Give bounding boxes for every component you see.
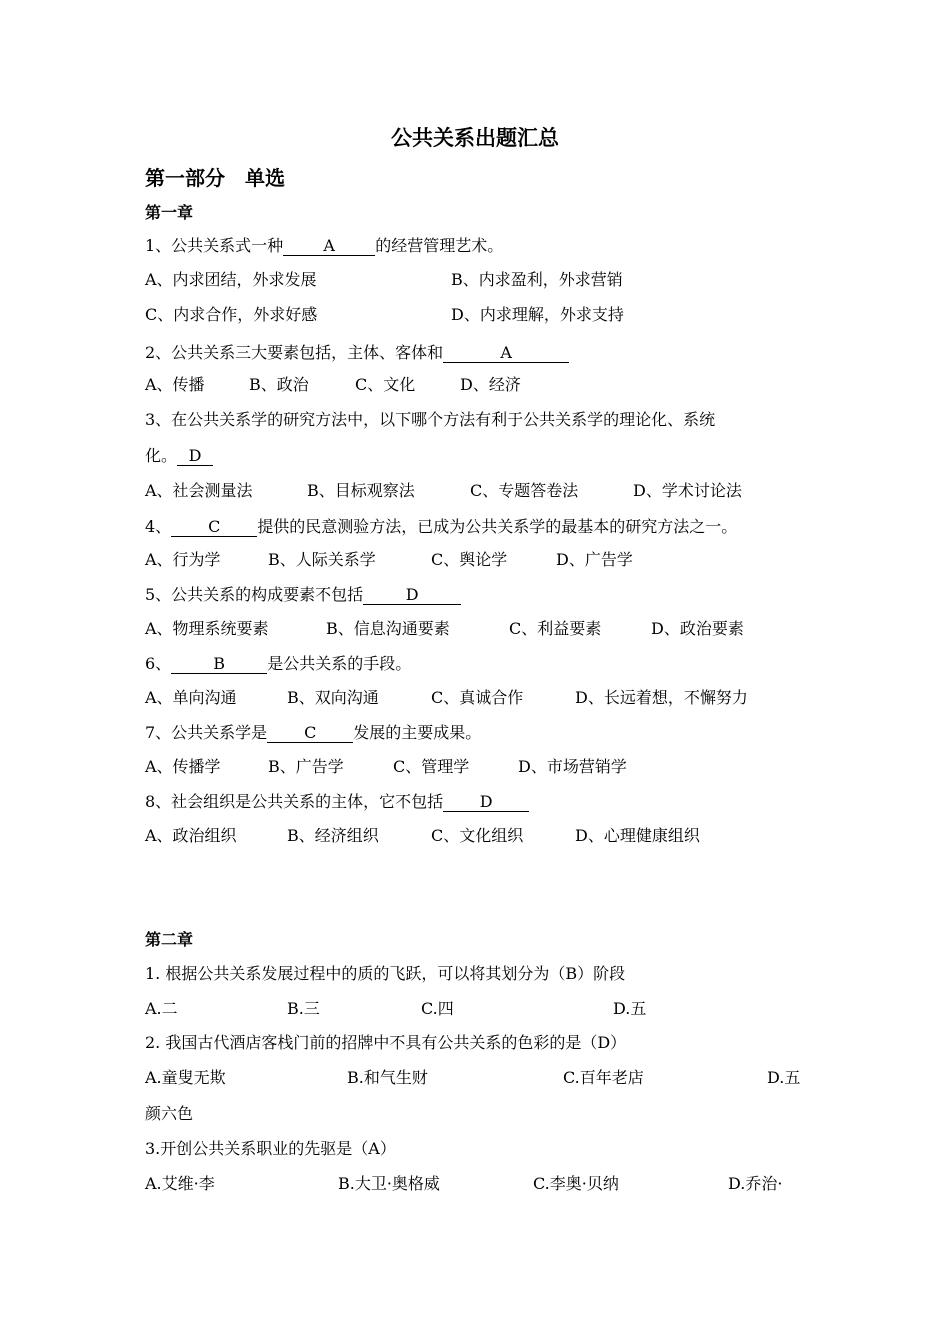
option-d: D、市场营销学 bbox=[518, 757, 627, 776]
question-2-3: 3.开创公共关系职业的先驱是（A） bbox=[145, 1139, 396, 1158]
option-b: B、广告学 bbox=[268, 757, 344, 776]
document-title: 公共关系出题汇总 bbox=[391, 126, 559, 150]
option-a: A.二 bbox=[145, 999, 178, 1018]
option-a: A、单向沟通 bbox=[145, 688, 237, 707]
question-2: 2、公共关系三大要素包括，主体、客体和 A bbox=[145, 340, 569, 363]
option-b: B、人际关系学 bbox=[268, 550, 376, 569]
option-a: A、社会测量法 bbox=[145, 481, 253, 500]
answer-blank: B bbox=[171, 655, 267, 674]
question-1: 1、公共关系式一种 A 的经营管理艺术。 bbox=[145, 236, 504, 255]
option-d: D、经济 bbox=[460, 375, 521, 394]
question-3: 3、在公共关系学的研究方法中，以下哪个方法有利于公共关系学的理论化、系统 bbox=[145, 410, 716, 429]
answer-blank: A bbox=[443, 344, 569, 363]
option-b: B、双向沟通 bbox=[287, 688, 379, 707]
option-a: A.艾维·李 bbox=[145, 1174, 215, 1193]
option-d: D、长远着想，不懈努力 bbox=[575, 688, 748, 707]
option-b: B.和气生财 bbox=[347, 1068, 428, 1087]
question-7: 7、公共关系学是 C 发展的主要成果。 bbox=[145, 723, 482, 742]
chapter-2-heading: 第二章 bbox=[145, 930, 194, 949]
question-6: 6、 B 是公共关系的手段。 bbox=[145, 654, 412, 673]
option-c: C、内求合作，外求好感 bbox=[145, 305, 318, 324]
option-c: C、文化组织 bbox=[431, 826, 524, 845]
option-a: A、物理系统要素 bbox=[145, 619, 269, 638]
option-c: C.四 bbox=[421, 999, 454, 1018]
option-b: B、经济组织 bbox=[287, 826, 379, 845]
option-c: C、真诚合作 bbox=[431, 688, 524, 707]
option-d: D.五 bbox=[767, 1068, 801, 1087]
option-c: C、利益要素 bbox=[509, 619, 602, 638]
part-heading: 第一部分 单选 bbox=[145, 166, 285, 190]
option-d: D、政治要素 bbox=[651, 619, 744, 638]
option-a: A、内求团结，外求发展 bbox=[145, 270, 317, 289]
option-d: D、内求理解，外求支持 bbox=[451, 305, 624, 324]
option-d-cont: 颜六色 bbox=[145, 1104, 194, 1123]
option-c: C.百年老店 bbox=[563, 1068, 644, 1087]
answer-blank: D bbox=[443, 793, 529, 812]
option-b: B、信息沟通要素 bbox=[326, 619, 450, 638]
option-c: C、管理学 bbox=[393, 757, 470, 776]
option-d: D、学术讨论法 bbox=[633, 481, 742, 500]
option-a: A.童叟无欺 bbox=[145, 1068, 226, 1087]
option-a: A、传播 bbox=[145, 375, 205, 394]
question-2-1: 1. 根据公共关系发展过程中的质的飞跃，可以将其划分为（B）阶段 bbox=[145, 964, 626, 983]
answer-blank: C bbox=[267, 724, 353, 743]
option-d: D.乔治· bbox=[728, 1174, 783, 1193]
question-3-cont: 化。 D bbox=[145, 443, 213, 466]
option-a: A、传播学 bbox=[145, 757, 221, 776]
option-c: C、舆论学 bbox=[431, 550, 508, 569]
answer-blank: A bbox=[283, 237, 375, 256]
option-d: D、心理健康组织 bbox=[575, 826, 700, 845]
chapter-1-heading: 第一章 bbox=[145, 203, 194, 222]
option-b: B.大卫·奥格威 bbox=[338, 1174, 440, 1193]
question-8: 8、社会组织是公共关系的主体，它不包括 D bbox=[145, 789, 529, 812]
option-d: D、广告学 bbox=[556, 550, 633, 569]
option-a: A、政治组织 bbox=[145, 826, 237, 845]
option-c: C.李奥·贝纳 bbox=[533, 1174, 619, 1193]
question-2-2: 2. 我国古代酒店客栈门前的招牌中不具有公共关系的色彩的是（D） bbox=[145, 1033, 627, 1052]
option-b: B、内求盈利，外求营销 bbox=[451, 270, 623, 289]
answer-blank: C bbox=[171, 518, 257, 537]
option-c: C、文化 bbox=[355, 375, 416, 394]
answer-blank: D bbox=[363, 586, 461, 605]
option-c: C、专题答卷法 bbox=[470, 481, 579, 500]
option-b: B、政治 bbox=[249, 375, 309, 394]
question-4: 4、 C 提供的民意测验方法，已成为公共关系学的最基本的研究方法之一。 bbox=[145, 517, 738, 536]
option-d: D.五 bbox=[613, 999, 647, 1018]
question-5: 5、公共关系的构成要素不包括 D bbox=[145, 582, 461, 605]
option-a: A、行为学 bbox=[145, 550, 221, 569]
option-b: B、目标观察法 bbox=[307, 481, 415, 500]
answer-blank: D bbox=[177, 447, 213, 466]
option-b: B.三 bbox=[287, 999, 320, 1018]
